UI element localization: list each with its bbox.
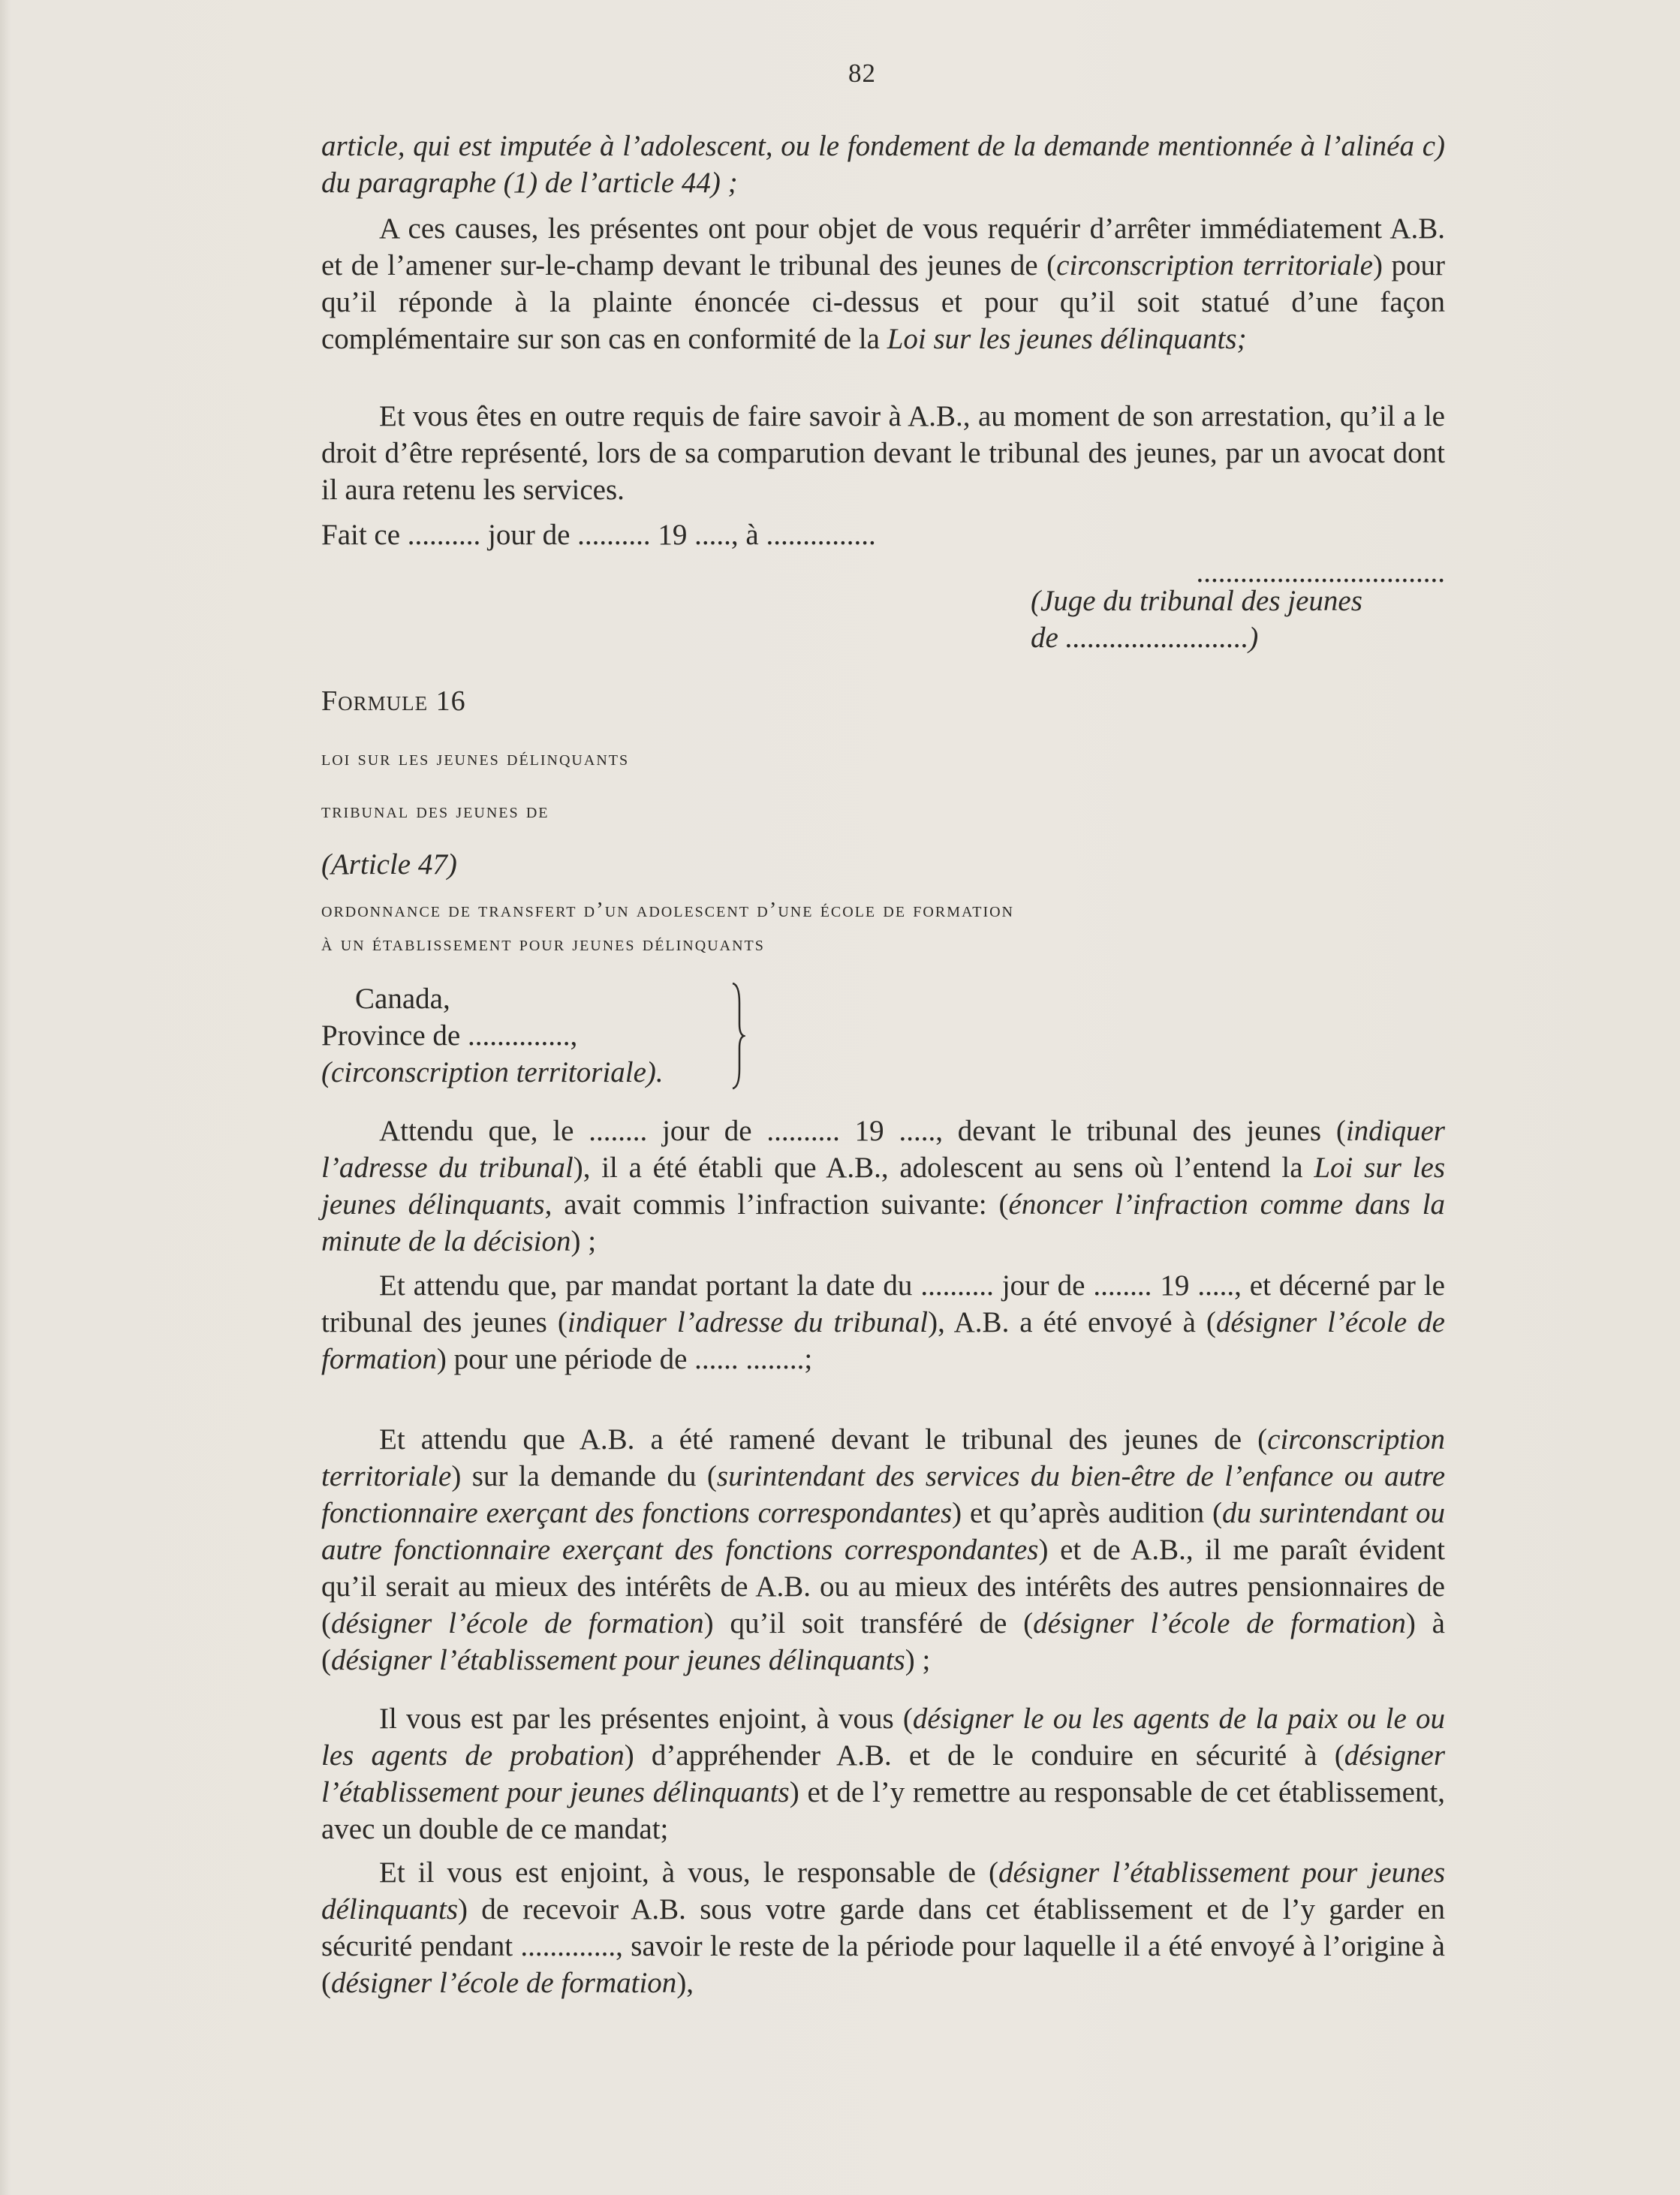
continuation-text: article, qui est imputée à l’adolescent, ou le fondement de la demande mentionnée à l’alinéa c) du paragraphe (1) de l’article 44) ;	[321, 130, 1445, 199]
paragraph-attendu-3: Et attendu que A.B. a été ramené devant le tribunal des jeunes de (circonscription territoriale) sur la demande du (surintendant des services du bien-être de l’enfance ou autre fonctionnaire exerçant des fonctions correspondantes) et qu’après audition (du surintendant ou autre fonctionnaire exerçant des fonctions correspondantes) et de A.B., il me paraît évident qu’il serait au mieux des intérêts de A.B. ou au mieux des intérêts des autres pensionnaires de (désigner l’école de formation) qu’il soit transféré de (désigner l’école de formation) à (désigner l’établissement pour jeunes délinquants) ;	[321, 1423, 1446, 1676]
province-label: Province de ..............,	[321, 1019, 578, 1052]
form-law-heading: loi sur les jeunes délinquants	[321, 746, 630, 770]
paragraph-requis: Et vous êtes en outre requis de faire savoir à A.B., au moment de son arrestation, qu’il a le droit d’être représenté, lors de sa comparution devant le tribunal des jeunes, par un avocat dont il aura retenu les services.	[321, 400, 1445, 506]
form-title: Formule 16	[321, 685, 466, 717]
signature-caption: (Juge du tribunal des jeunes de .........................)	[1031, 585, 1362, 654]
canada-label: Canada,	[355, 983, 450, 1015]
paragraph-ces-causes: A ces causes, les présentes ont pour objet de vous requérir d’arrêter immédiatement A.B. et de l’amener sur-le-champ devant le tribunal des jeunes de (circonscription territoriale) pour qu’il réponde à la plainte énoncée ci-dessus et pour qu’il soit statué d’une façon complémentaire sur son cas en conformité de la Loi sur les jeunes délinquants;	[321, 212, 1445, 355]
signature-line: ..................................	[1196, 556, 1445, 589]
paragraph-continuation	[321, 128, 1445, 201]
ordonnance-heading-1: ordonnance de transfert d’un adolescent d’une école de formation	[321, 898, 1014, 922]
ordonnance-heading-2: à un établissement pour jeunes délinquants	[321, 932, 765, 956]
paragraph-attendu-2: Et attendu que, par mandat portant la date du .......... jour de ........ 19 ....., et décerné par le tribunal des jeunes (indiquer l’adresse du tribunal), A.B. a été envoyé à (désigner l’école de formation) pour une période de ...... ........;	[321, 1269, 1445, 1375]
article-reference: (Article 47)	[321, 848, 457, 881]
paragraph-enjoint-2: Et il vous est enjoint, à vous, le responsable de (désigner l’établissement pour jeunes délinquants) de recevoir A.B. sous votre garde dans cet établissement et de l’y garder en sécurité pendant ............., savoir le reste de la période pour laquelle il a été envoyé à l’origine à (désigner l’école de formation),	[321, 1856, 1445, 1999]
paragraph-attendu-1: Attendu que, le ........ jour de .......... 19 ....., devant le tribunal des jeunes (indiquer l’adresse du tribunal), il a été établi que A.B., adolescent au sens où l’entend la Loi sur les jeunes délinquants, avait commis l’infraction suivante: (énoncer l’infraction comme dans la minute de la décision) ;	[321, 1115, 1446, 1257]
paragraph-enjoint-1: Il vous est par les présentes enjoint, à vous (désigner le ou les agents de la paix ou le ou les agents de probation) d’appréhender A.B. et de le conduire en sécurité à (désigner l’établissement pour jeunes délinquants) et de l’y remettre au responsable de cet établissement, avec un double de ce mandat;	[321, 1703, 1445, 1845]
form-court-heading: tribunal des jeunes de	[321, 799, 549, 823]
circonscription-label: (circonscription territoriale).	[321, 1056, 664, 1088]
brace-icon	[730, 980, 745, 1091]
jurisdiction-block	[321, 980, 664, 1091]
fait-ce-line: Fait ce .......... jour de .......... 19 ....., à ...............	[321, 519, 876, 551]
page-number: 82	[848, 59, 876, 88]
